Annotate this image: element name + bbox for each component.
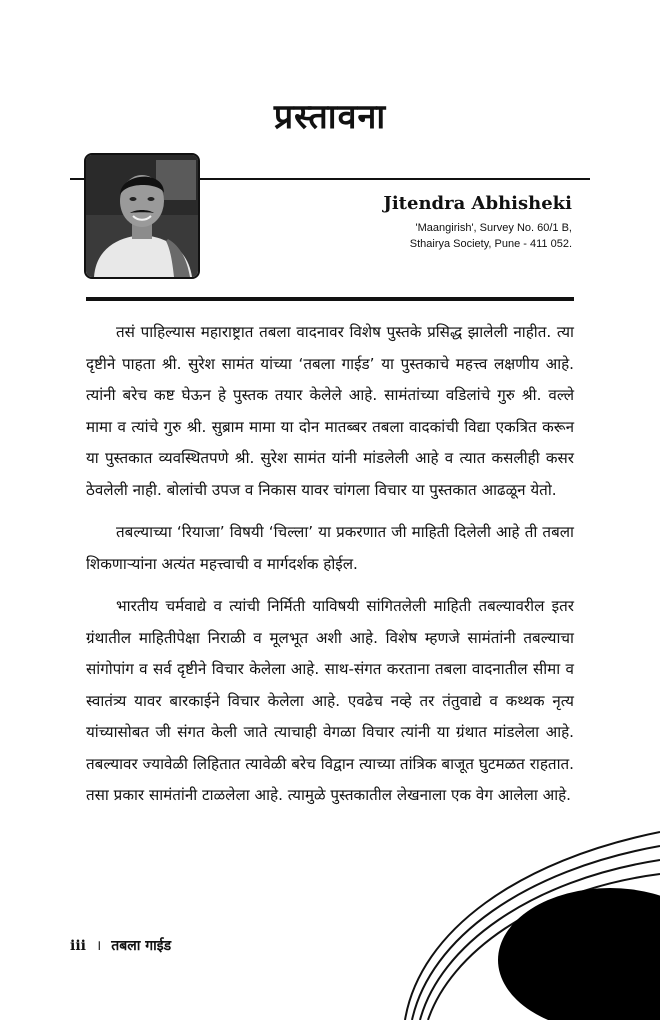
paragraph-2: तबल्याच्या ‘रियाजा’ विषयी ‘चिल्ला’ या प्रकरणात जी माहिती दिलेली आहे ती तबला शिकणाऱ्यांना अत्यंत महत्त्वाची व मार्गदर्शक होईल. [86,523,574,573]
page-number: iii [70,938,86,954]
book-title: तबला गाईड [111,938,172,954]
paragraph-3: भारतीय चर्मवाद्ये व त्यांची निर्मिती याविषयी सांगितलेली माहिती तबल्यावरील इतर ग्रंथातील माहितीपेक्षा निराळी व मूलभूत अशी आहे. विशेष म्हणजे सामंतांनी तबल्याचा सांगोपांग व सर्व दृष्टीने विचार केलेला आहे. साथ-संगत करताना तबला वादनातील सीमा व स्वातंत्र्य यावर बारकाईने विचार केलेला आहे. एवढेच नव्हे तर तंतुवाद्ये व कथ्थक नृत्य यांच्यासोबत जी संगत केली जाते त्याचाही वेगळा विचार त्यांनी या ग्रंथात मांडलेला आहे. तबल्यावर ज्यावेळी लिहितात त्यावेळी बरेच विद्वान त्याच्या तांत्रिक बाजूत घुटमळत राहतात. तसा प्रकार सामंतांनी टाळलेला आहे. त्यामुळे पुस्तकातील लेखनाला एक वेग आलेला आहे. [86,597,574,804]
page-title: प्रस्तावना [273,97,387,137]
author-address-line-1: 'Maangirish', Survey No. 60/1 B, [415,222,572,234]
page-footer [70,936,171,955]
paragraph-1: तसं पाहिल्यास महाराष्ट्रात तबला वादनावर विशेष पुस्तके प्रसिद्ध झालेली नाहीत. त्या दृष्टीने पाहता श्री. सुरेश सामंत यांच्या ‘तबला गाईड’ या पुस्तकाचे महत्त्व लक्षणीय आहे. त्यांनी बरेच कष्ट घेऊन हे पुस्तक तयार केलेले आहे. सामंतांच्या वडिलांचे गुरु श्री. वल्ले मामा व त्यांचे गुरु श्री. सुब्राम मामा या दोन मातब्बर तबला वादकांची विद्या एकत्रित करून या पुस्तकात व्यवस्थितपणे श्री. सुरेश सामंत यांनी मांडलेली आहे व त्यात कसलीही कसर ठेवलेली नाही. बोलांची उपज व निकास यावर चांगला विचार या पुस्तकात आढळून येतो. [86,323,574,499]
author-address-line-2: Sthairya Society, Pune - 411 052. [409,238,572,250]
decorative-ellipse [498,888,660,1020]
author-name: Jitendra Abhisheki [383,193,572,214]
footer-separator: । [95,938,102,954]
